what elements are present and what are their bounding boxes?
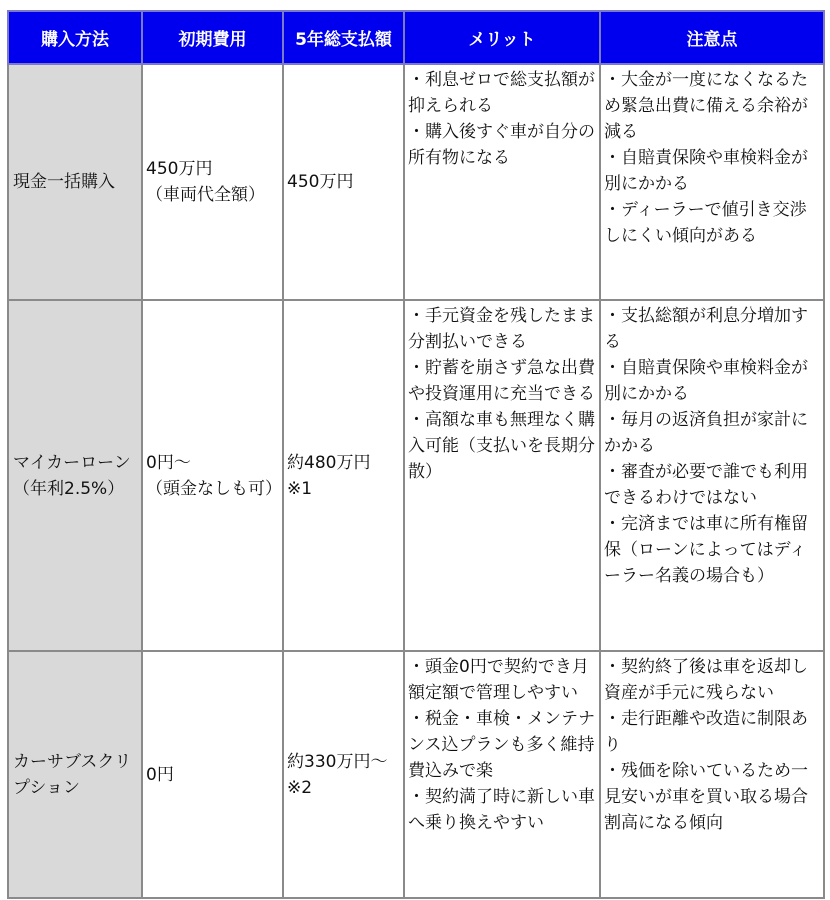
header-method: 購入方法 bbox=[8, 11, 142, 64]
method-cell: 現金一括購入 bbox=[8, 64, 142, 300]
caution-item: ・契約終了後は車を返却し資産が手元に残らない bbox=[604, 657, 808, 703]
header-total-5yr: 5年総支払額 bbox=[283, 11, 404, 64]
initial-cost-value: 0円 bbox=[146, 764, 174, 785]
merits-cell bbox=[404, 651, 600, 898]
initial-cost-cell bbox=[142, 651, 283, 898]
merit-item: ・手元資金を残したまま分割払いできる bbox=[408, 306, 595, 352]
total-5yr-value: 450万円 bbox=[287, 172, 354, 192]
total-5yr-cell bbox=[283, 300, 404, 651]
purchase-comparison-table bbox=[7, 10, 825, 899]
footnote-marker: ※1 bbox=[287, 478, 313, 499]
initial-cost-value: 450万円 bbox=[146, 159, 213, 179]
merits-cell bbox=[404, 300, 600, 651]
caution-item: ・毎月の返済負担が家計にかかる bbox=[604, 410, 808, 456]
caution-item: ・自賠責保険や車検料金が別にかかる bbox=[604, 148, 808, 194]
merits-cell bbox=[404, 64, 600, 300]
table-row-car-loan bbox=[8, 300, 824, 651]
method-rate: （年利2.5%） bbox=[13, 478, 125, 499]
caution-item: ・大金が一度になくなるため緊急出費に備える余裕が減る bbox=[604, 70, 808, 142]
caution-item: ・自賠責保険や車検料金が別にかかる bbox=[604, 358, 808, 404]
total-5yr-cell bbox=[283, 651, 404, 898]
caution-item: ・走行距離や改造に制限あり bbox=[604, 709, 808, 755]
initial-cost-note: （頭金なしも可） bbox=[146, 478, 282, 499]
merit-item: ・高額な車も無理なく購入可能（支払いを長期分散） bbox=[408, 410, 595, 482]
header-cautions: 注意点 bbox=[600, 11, 824, 64]
caution-item: ・残価を除いているため一見安いが車を買い取る場合割高になる傾向 bbox=[604, 761, 808, 833]
header-row bbox=[8, 11, 824, 64]
cautions-cell bbox=[600, 64, 824, 300]
total-5yr-value: 約330万円～ bbox=[287, 751, 388, 772]
table-row-cash bbox=[8, 64, 824, 300]
merit-item: ・頭金0円で契約でき月額定額で管理しやすい bbox=[408, 657, 589, 703]
method-name: マイカーローン bbox=[13, 452, 131, 473]
caution-item: ・審査が必要で誰でも利用できるわけではない bbox=[604, 462, 808, 508]
total-5yr-cell bbox=[283, 64, 404, 300]
table-row-car-subscription bbox=[8, 651, 824, 898]
header-merits: メリット bbox=[404, 11, 600, 64]
caution-item: ・支払総額が利息分増加する bbox=[604, 306, 808, 352]
cautions-cell bbox=[600, 651, 824, 898]
footnote-marker: ※2 bbox=[287, 777, 313, 798]
merit-item: ・購入後すぐ車が自分の所有物になる bbox=[408, 122, 595, 168]
caution-item: ・完済までは車に所有権留保（ローンによってはディーラー名義の場合も） bbox=[604, 514, 808, 586]
merit-item: ・契約満了時に新しい車へ乗り換えやすい bbox=[408, 787, 595, 833]
method-cell: カーサブスクリプション bbox=[8, 651, 142, 898]
merit-item: ・貯蓄を崩さず急な出費や投資運用に充当できる bbox=[408, 358, 595, 404]
total-5yr-value: 約480万円 bbox=[287, 452, 371, 473]
merit-item: ・利息ゼロで総支払額が抑えられる bbox=[408, 70, 595, 116]
cautions-cell bbox=[600, 300, 824, 651]
initial-cost-note: （車両代全額） bbox=[146, 185, 265, 205]
header-initial-cost: 初期費用 bbox=[142, 11, 283, 64]
initial-cost-cell bbox=[142, 300, 283, 651]
initial-cost-value: 0円～ bbox=[146, 452, 191, 473]
merit-item: ・税金・車検・メンテナンス込プランも多く維持費込みで楽 bbox=[408, 709, 595, 781]
caution-item: ・ディーラーで値引き交渉しにくい傾向がある bbox=[604, 200, 807, 246]
initial-cost-cell bbox=[142, 64, 283, 300]
method-cell bbox=[8, 300, 142, 651]
